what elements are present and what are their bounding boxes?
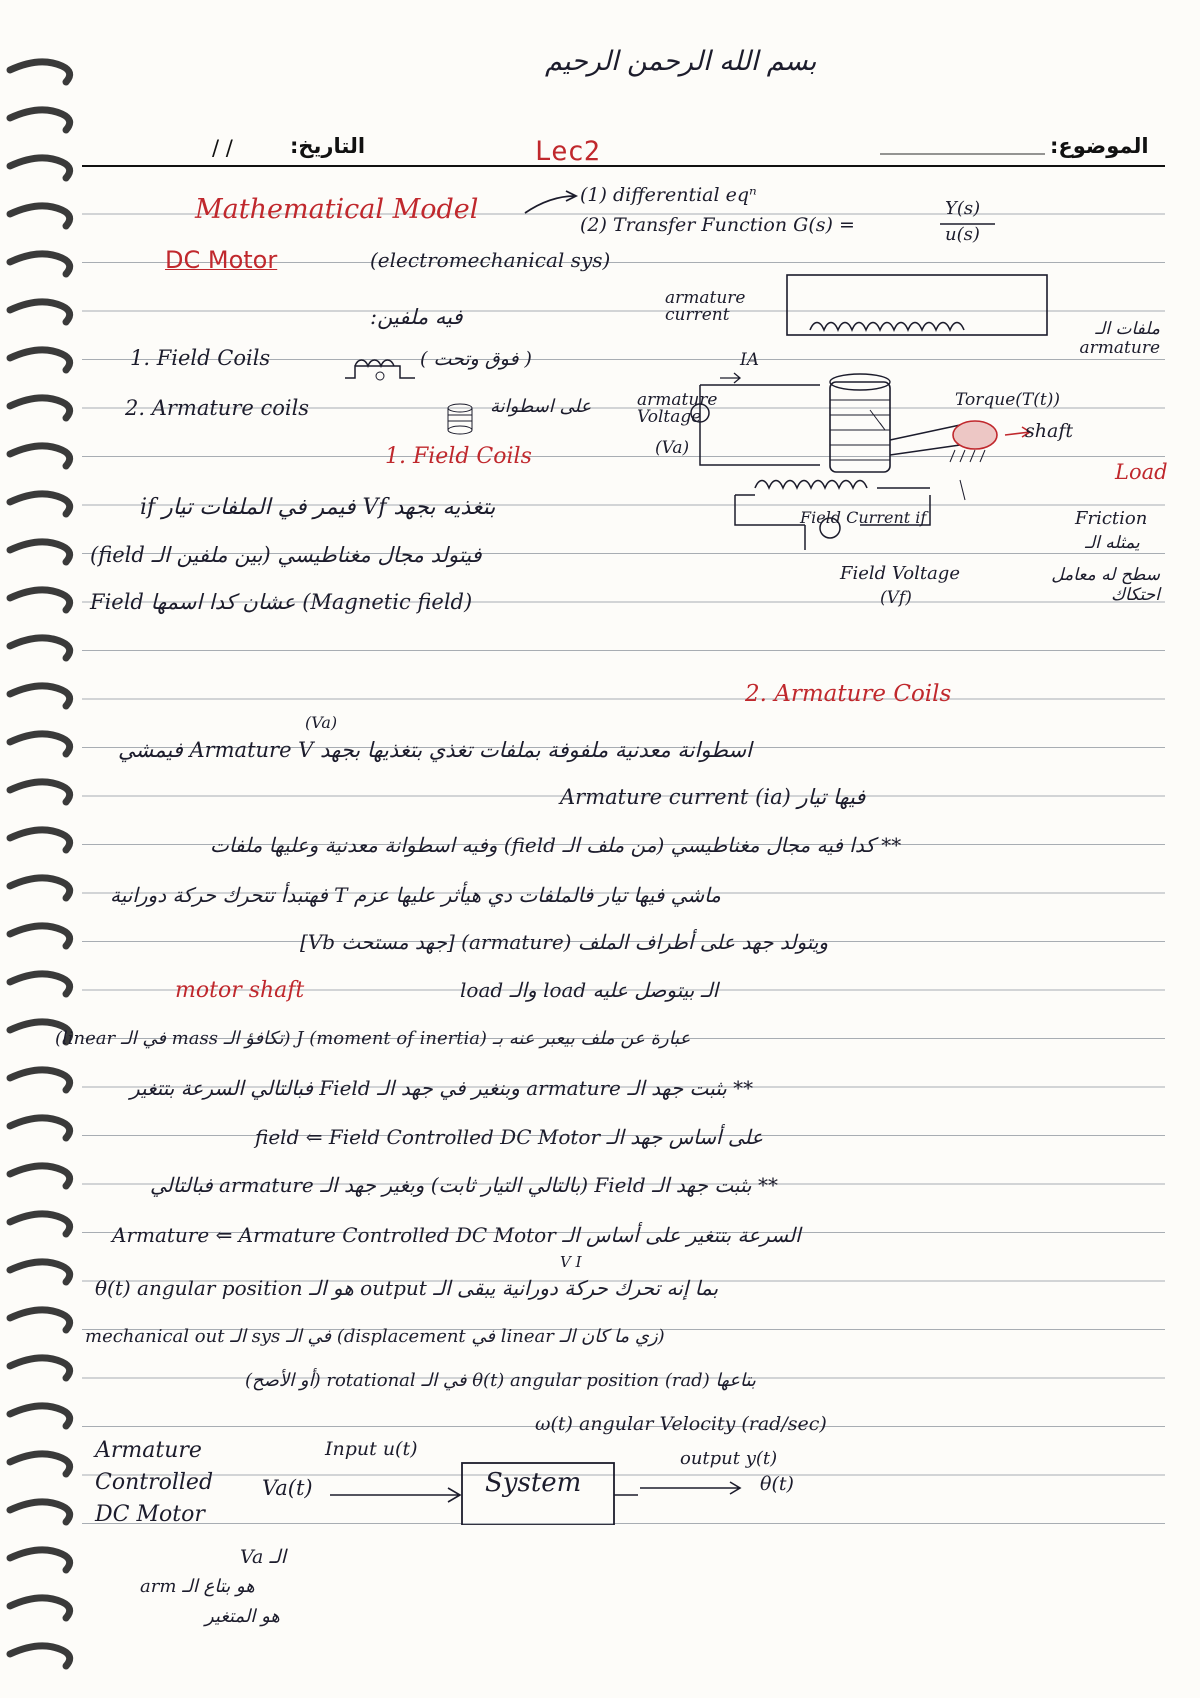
motor-shaft-label: motor shaft (175, 978, 305, 1003)
input-signal: Va(t) (262, 1476, 313, 1500)
subject-label: الموضوع: (1050, 134, 1149, 158)
armature-line-6: الـ بيتوصل عليه load والـ load (460, 978, 719, 1002)
dc-motor-title: DC Motor (165, 246, 278, 274)
lecture-number: Lec2 (535, 136, 601, 167)
va-label: (Va) (655, 438, 690, 458)
output-signal: θ(t) (760, 1473, 794, 1495)
ia-label: IA (740, 350, 759, 370)
armature-current-label: armature current (665, 288, 746, 325)
tf-denominator: u(s) (945, 224, 980, 245)
coil-sketch-icon (340, 348, 420, 388)
system-block-label: System (485, 1468, 582, 1498)
control-line-8: ω(t) angular Velocity (rad/sec) (535, 1413, 827, 1435)
field-line-2: فيتولد مجال مغناطيسي (بين ملفين الـ field) (90, 543, 482, 567)
shaft-label: shaft (1025, 420, 1073, 442)
armature-line-4: ماشي فيها تيار فالملفات دي هيأثر عليها عزم T فهتبدأ تتحرك حركة دورانية (110, 883, 721, 907)
coil-2-note: على اسطوانة (490, 396, 592, 417)
subject-line (880, 150, 1045, 158)
armature-voltage-label: armature Voltage (637, 390, 718, 427)
cylinder-sketch-icon (440, 400, 480, 440)
coil-2: 2. Armature coils (125, 396, 310, 420)
model-item-2: (2) Transfer Function G(s) = (580, 214, 855, 236)
dc-motor-note: (electromechanical sys) (370, 248, 611, 272)
va-note-3: هو المتغير (205, 1606, 280, 1627)
basmala: بسم الله الرحمن الرحيم (545, 46, 817, 77)
control-line-2: على أساس جهد الـ field ⇐ Field Controlled DC Motor (255, 1125, 764, 1149)
system-block-diagram (320, 1455, 640, 1525)
armature-line-7: عبارة عن ملف بيعبر عنه بـ J (moment of inertia) (تكافؤ الـ mass في الـ linear) (55, 1028, 691, 1049)
control-line-5: بما إنه تحرك حركة دورانية يبقى الـ output هو الـ θ(t) angular position (95, 1276, 719, 1300)
armature-line-3: ** كدا فيه مجال مغناطيسي (من ملف الـ field) وفيه اسطوانة معدنية وعليها ملفات (210, 833, 902, 857)
math-model-title: Mathematical Model (195, 194, 479, 225)
armature-line-2: فيها تيار (ia) Armature current (560, 785, 866, 809)
coil-1: 1. Field Coils (130, 346, 271, 370)
control-line-1: ** بثبت جهد الـ armature وبنغير في جهد الـ Field فبالتالي السرعة بتتغير (130, 1076, 754, 1100)
armature-coils-ar-label: ملفات الـ armature (1079, 319, 1160, 358)
input-label: Input u(t) (325, 1438, 418, 1460)
control-line-6: (زي ما كان الـ linear في displacement) في الـ sys الـ mechanical out (85, 1326, 665, 1347)
armature-coils-heading: 2. Armature Coils (745, 681, 952, 707)
friction-label: Friction (1075, 508, 1148, 529)
field-line-3: Field عشان كدا اسمها (Magnetic field) (90, 590, 473, 614)
armature-va-label: (Va) (305, 713, 338, 732)
field-voltage-label: Field Voltage (840, 563, 960, 584)
torque-label: Torque(T(t)) (955, 390, 1060, 410)
va-note-2: هو بتاع الـ arm (140, 1576, 255, 1597)
load-label: Load (1115, 460, 1168, 484)
model-item-1: (1) differential eqⁿ (580, 184, 757, 206)
field-coils-heading: 1. Field Coils (385, 444, 532, 469)
system-title: Armature Controlled DC Motor (95, 1438, 214, 1527)
friction-note-2: سطح له معامل احتكاك (1051, 565, 1160, 606)
output-arrow (640, 1478, 750, 1498)
date-label: التاريخ: (290, 134, 366, 158)
two-coils-text: فيه ملفين: (370, 305, 463, 329)
armature-line-5: ويتولد جهد على أطراف الملف (armature) [جهد مستحث Vb] (300, 930, 829, 954)
control-line-7: بتاعها (rad) θ(t) angular position في الـ rotational (أو الأصح) (245, 1370, 756, 1391)
vf-label: (Vf) (880, 588, 912, 608)
tf-numerator: Y(s) (945, 198, 981, 219)
date-value: / / (212, 136, 233, 160)
output-label: output y(t) (680, 1448, 778, 1469)
vi-note: V I (560, 1253, 582, 1271)
model-arrow (520, 188, 580, 218)
control-line-4: السرعة بتتغير على أساس الـ Armature ⇐ Armature Controlled DC Motor (112, 1223, 801, 1247)
field-line-1: بتغذيه بجهد Vf فيمر في الملفات تيار if (140, 495, 496, 520)
va-note-1: الـ Va (240, 1546, 286, 1568)
coil-1-note: ( فوق وتحت ) (420, 348, 532, 370)
armature-line-1: اسطوانة معدنية ملفوفة بملفات تغذي بتغذيها بجهد Armature V فيمشي (118, 738, 752, 762)
control-line-3: ** بثبت جهد الـ Field (بالتالي التيار ثابت) وبغير جهد الـ armature فبالتالي (150, 1173, 778, 1197)
friction-note-1: يمثله الـ (1085, 533, 1140, 553)
field-current-label: Field Current if (800, 508, 927, 527)
